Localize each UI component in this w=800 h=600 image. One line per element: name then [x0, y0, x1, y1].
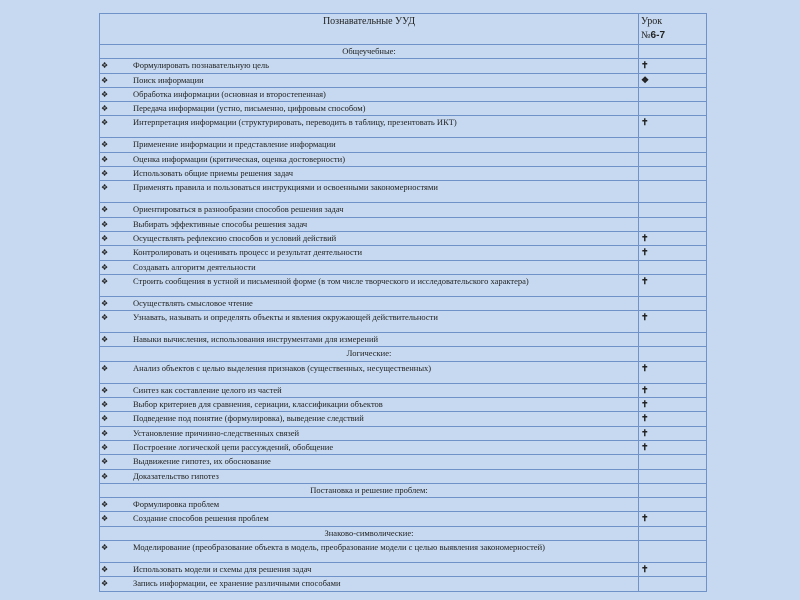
skill-text: Построение логической цепи рассуждений, обобщение: [133, 441, 334, 452]
skill-text: Моделирование (преобразование объекта в модель, преобразование модели с целью выявления закономерностей): [133, 542, 545, 553]
bullet-diamond-icon: ❖: [101, 89, 109, 99]
skill-text: Установление причинно-следственных связей: [133, 427, 300, 438]
lesson-cell: [639, 455, 707, 469]
cross-mark-icon: ✝: [641, 312, 649, 323]
cross-mark-icon: ✝: [641, 60, 649, 71]
bullet-diamond-icon: ❖: [101, 500, 109, 510]
diamond-mark-icon: ❖: [641, 74, 650, 85]
lesson-cell: [639, 412, 707, 426]
lesson-cell: [639, 217, 707, 231]
lesson-cell: [639, 483, 707, 497]
cross-mark-icon: ✝: [641, 441, 649, 452]
skill-cell: [100, 231, 639, 245]
skill-text: Осуществлять смысловое чтение: [133, 297, 253, 308]
lesson-cell: [639, 246, 707, 260]
lesson-cell: [639, 383, 707, 397]
lesson-cell: [639, 73, 707, 87]
skill-text: Выбирать эффективные способы решения задач: [133, 218, 308, 229]
bullet-diamond-icon: ❖: [101, 205, 109, 215]
skill-cell: [100, 398, 639, 412]
skill-cell: [100, 412, 639, 426]
skill-cell: [100, 455, 639, 469]
skill-text: Интерпретация информации (структурировать, переводить в таблицу, презентовать ИКТ): [133, 117, 457, 128]
bullet-diamond-icon: ❖: [101, 118, 109, 128]
table-row: [100, 577, 707, 591]
section-row: [100, 526, 707, 540]
skill-cell: [100, 311, 639, 333]
cross-mark-icon: ✝: [641, 117, 649, 128]
section-title: Логические:: [100, 347, 639, 361]
lesson-cell: [639, 59, 707, 73]
table-row: [100, 311, 707, 333]
skill-text: Создавать алгоритм деятельности: [133, 261, 256, 272]
lesson-cell: [639, 498, 707, 512]
skill-text: Подведение под понятие (формулировка), выведение следствий: [133, 413, 364, 424]
table-row: [100, 512, 707, 526]
table-row: [100, 59, 707, 73]
lesson-cell: [639, 563, 707, 577]
skill-cell: [100, 87, 639, 101]
cross-mark-icon: ✝: [641, 275, 649, 286]
bullet-diamond-icon: ❖: [101, 428, 109, 438]
skill-cell: [100, 73, 639, 87]
cross-mark-icon: ✝: [641, 384, 649, 395]
lesson-cell: [639, 426, 707, 440]
bullet-diamond-icon: ❖: [101, 183, 109, 193]
cross-mark-icon: ✝: [641, 427, 649, 438]
skill-text: Применение информации и представление информации: [133, 139, 336, 150]
lesson-cell: [639, 231, 707, 245]
skill-text: Синтез как составление целого из частей: [133, 384, 282, 395]
skill-cell: [100, 498, 639, 512]
bullet-diamond-icon: ❖: [101, 335, 109, 345]
bullet-diamond-icon: ❖: [101, 233, 109, 243]
skill-cell: [100, 469, 639, 483]
skill-text: Анализ объектов с целью выделения признаков (существенных, несущественных): [133, 362, 432, 373]
skill-cell: [100, 203, 639, 217]
lesson-cell: [639, 333, 707, 347]
bullet-diamond-icon: ❖: [101, 219, 109, 229]
cross-mark-icon: ✝: [641, 247, 649, 258]
skill-text: Создание способов решения проблем: [133, 513, 269, 524]
lesson-number: 6-7: [650, 30, 665, 41]
bullet-diamond-icon: ❖: [101, 363, 109, 373]
cross-mark-icon: ✝: [641, 413, 649, 424]
table-header-row: [100, 14, 707, 45]
lesson-cell: [639, 440, 707, 454]
bullet-diamond-icon: ❖: [101, 169, 109, 179]
skill-text: Контролировать и оценивать процесс и результат деятельности: [133, 247, 362, 258]
skill-cell: [100, 260, 639, 274]
bullet-diamond-icon: ❖: [101, 514, 109, 524]
bullet-diamond-icon: ❖: [101, 442, 109, 452]
table-row: [100, 87, 707, 101]
bullet-diamond-icon: ❖: [101, 140, 109, 150]
skill-text: Использовать модели и схемы для решения задач: [133, 564, 312, 575]
table-row: [100, 361, 707, 383]
skill-cell: [100, 274, 639, 296]
table-row: [100, 333, 707, 347]
section-row: [100, 347, 707, 361]
bullet-diamond-icon: ❖: [101, 154, 109, 164]
lesson-cell: [639, 361, 707, 383]
skill-text: Обработка информации (основная и второстепенная): [133, 88, 326, 99]
table-row: [100, 102, 707, 116]
lesson-cell: [639, 469, 707, 483]
bullet-diamond-icon: ❖: [101, 579, 109, 589]
skill-text: Строить сообщения в устной и письменной форме (в том числе творческого и исследовательского характера): [133, 275, 529, 286]
skill-text: Запись информации, ее хранение различными способами: [133, 578, 341, 589]
skill-cell: [100, 563, 639, 577]
lesson-cell: [639, 152, 707, 166]
skill-cell: [100, 361, 639, 383]
skill-cell: [100, 138, 639, 152]
cross-mark-icon: ✝: [641, 362, 649, 373]
skill-text: Оценка информации (критическая, оценка достоверности): [133, 153, 346, 164]
table-row: [100, 116, 707, 138]
skill-cell: [100, 102, 639, 116]
bullet-diamond-icon: ❖: [101, 457, 109, 467]
table-row: [100, 181, 707, 203]
lesson-cell: [639, 116, 707, 138]
table-row: [100, 260, 707, 274]
table-row: [100, 73, 707, 87]
table-row: [100, 383, 707, 397]
skill-text: Осуществлять рефлексию способов и условий действий: [133, 232, 337, 243]
table-row: [100, 167, 707, 181]
bullet-diamond-icon: ❖: [101, 262, 109, 272]
column-header-lesson: [639, 14, 707, 45]
table-row: [100, 152, 707, 166]
skill-text: Формулировать познавательную цель: [133, 60, 270, 71]
skill-text: Доказательство гипотез: [133, 470, 219, 481]
table-row: [100, 296, 707, 310]
table-row: [100, 440, 707, 454]
bullet-diamond-icon: ❖: [101, 75, 109, 85]
lesson-cell: [639, 512, 707, 526]
lesson-cell: [639, 541, 707, 563]
lesson-cell: [639, 87, 707, 101]
table-row: [100, 231, 707, 245]
table-row: [100, 217, 707, 231]
lesson-cell: [639, 296, 707, 310]
skill-text: Передача информации (устно, письменно, цифровым способом): [133, 103, 366, 114]
table-row: [100, 541, 707, 563]
skill-cell: [100, 152, 639, 166]
skill-cell: [100, 246, 639, 260]
lesson-cell: [639, 167, 707, 181]
skill-cell: [100, 541, 639, 563]
bullet-diamond-icon: ❖: [101, 248, 109, 258]
table-row: [100, 498, 707, 512]
bullet-diamond-icon: ❖: [101, 313, 109, 323]
lesson-cell: [639, 311, 707, 333]
bullet-diamond-icon: ❖: [101, 414, 109, 424]
table-row: [100, 274, 707, 296]
table-row: [100, 469, 707, 483]
bullet-diamond-icon: ❖: [101, 298, 109, 308]
skill-text: Применять правила и пользоваться инструкциями и освоенными закономерностями: [133, 182, 438, 193]
uud-table: [99, 13, 707, 592]
skill-cell: [100, 333, 639, 347]
lesson-cell: [639, 203, 707, 217]
section-title: Знаково-символические:: [100, 526, 639, 540]
lesson-cell: [639, 398, 707, 412]
table-row: [100, 398, 707, 412]
lesson-cell: [639, 45, 707, 59]
lesson-cell: [639, 102, 707, 116]
skill-cell: [100, 296, 639, 310]
section-row: [100, 45, 707, 59]
lesson-no-prefix: №: [641, 30, 651, 41]
skill-text: Формулировка проблем: [133, 499, 220, 510]
section-row: [100, 483, 707, 497]
skill-cell: [100, 440, 639, 454]
skill-text: Использовать общие приемы решения задач: [133, 168, 293, 179]
section-title: Постановка и решение проблем:: [100, 483, 639, 497]
skill-text: Навыки вычисления, использования инструментами для измерений: [133, 334, 379, 345]
table-row: [100, 412, 707, 426]
table-row: [100, 426, 707, 440]
cross-mark-icon: ✝: [641, 399, 649, 410]
skill-text: Поиск информации: [133, 74, 204, 85]
table-row: [100, 246, 707, 260]
table-row: [100, 138, 707, 152]
skill-cell: [100, 217, 639, 231]
skill-text: Выбор критериев для сравнения, сериации, классификации объектов: [133, 399, 383, 410]
lesson-cell: [639, 181, 707, 203]
skill-cell: [100, 383, 639, 397]
cross-mark-icon: ✝: [641, 232, 649, 243]
lesson-cell: [639, 577, 707, 591]
table-row: [100, 455, 707, 469]
bullet-diamond-icon: ❖: [101, 471, 109, 481]
bullet-diamond-icon: ❖: [101, 276, 109, 286]
cross-mark-icon: ✝: [641, 564, 649, 575]
bullet-diamond-icon: ❖: [101, 61, 109, 71]
table-row: [100, 203, 707, 217]
skill-cell: [100, 181, 639, 203]
skill-cell: [100, 577, 639, 591]
bullet-diamond-icon: ❖: [101, 565, 109, 575]
bullet-diamond-icon: ❖: [101, 400, 109, 410]
skill-cell: [100, 426, 639, 440]
cross-mark-icon: ✝: [641, 513, 649, 524]
skill-text: Выдвижение гипотез, их обоснование: [133, 456, 271, 467]
bullet-diamond-icon: ❖: [101, 385, 109, 395]
table-row: [100, 563, 707, 577]
lesson-cell: [639, 260, 707, 274]
skill-cell: [100, 167, 639, 181]
bullet-diamond-icon: ❖: [101, 104, 109, 114]
lesson-cell: [639, 526, 707, 540]
lesson-cell: [639, 138, 707, 152]
lesson-label: Урок: [641, 16, 663, 27]
bullet-diamond-icon: ❖: [101, 543, 109, 553]
skill-cell: [100, 59, 639, 73]
lesson-cell: [639, 347, 707, 361]
lesson-cell: [639, 274, 707, 296]
column-header-uud: Познавательные УУД: [100, 14, 639, 45]
skill-cell: [100, 116, 639, 138]
skill-cell: [100, 512, 639, 526]
skill-text: Узнавать, называть и определять объекты и явления окружающей действительности: [133, 312, 438, 323]
skill-text: Ориентироваться в разнообразии способов решения задач: [133, 204, 344, 215]
section-title: Общеучебные:: [100, 45, 639, 59]
